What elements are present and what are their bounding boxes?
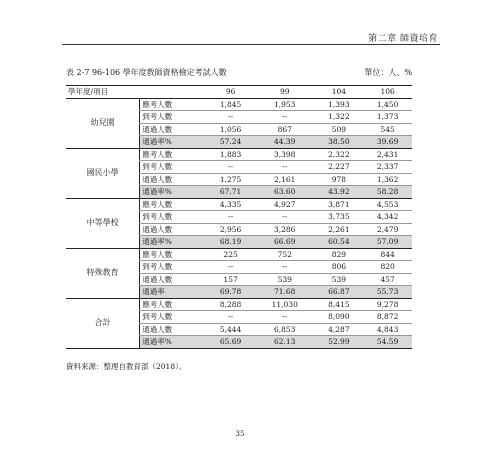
table-cell: 38.50 xyxy=(315,136,364,149)
table-cell: 2,322 xyxy=(315,148,364,161)
table-cell: 2,261 xyxy=(315,223,364,236)
table-cell: 8,288 xyxy=(206,298,255,311)
table-cell: -- xyxy=(255,311,315,324)
metric-label: 應考人數 xyxy=(140,98,207,111)
metric-label: 通過人數 xyxy=(140,323,207,336)
table-cell: 752 xyxy=(255,248,315,261)
metric-label: 通過率% xyxy=(140,236,207,249)
table-cell: 4,553 xyxy=(363,198,412,211)
table-cell: 2,337 xyxy=(363,161,412,174)
table-cell: 69.78 xyxy=(206,286,255,299)
table-cell: 545 xyxy=(363,123,412,136)
table-cell: 844 xyxy=(363,248,412,261)
table-cell: 39.69 xyxy=(363,136,412,149)
table-cell: 539 xyxy=(315,273,364,286)
table-cell: 4,843 xyxy=(363,323,412,336)
table-cell: 65.69 xyxy=(206,336,255,349)
group-label: 特殊教育 xyxy=(66,248,140,298)
metric-label: 通過人數 xyxy=(140,173,207,186)
table-cell: 4,287 xyxy=(315,323,364,336)
table-cell: 1,953 xyxy=(255,98,315,111)
table-cell: 1,373 xyxy=(363,111,412,124)
table-cell: -- xyxy=(255,111,315,124)
metric-label: 到考人數 xyxy=(140,311,207,324)
table-cell: 11,030 xyxy=(255,298,315,311)
table-cell: 4,927 xyxy=(255,198,315,211)
table-cell: 71.68 xyxy=(255,286,315,299)
table-cell: -- xyxy=(206,161,255,174)
table-cell: 44.39 xyxy=(255,136,315,149)
table-cell: 867 xyxy=(255,123,315,136)
table-cell: 2,161 xyxy=(255,173,315,186)
table-cell: 3,398 xyxy=(255,148,315,161)
table-cell: 2,431 xyxy=(363,148,412,161)
table-cell: 4,335 xyxy=(206,198,255,211)
table-cell: 157 xyxy=(206,273,255,286)
table-cell: 68.19 xyxy=(206,236,255,249)
column-header-year: 104 xyxy=(315,86,364,99)
table-cell: 62.13 xyxy=(255,336,315,349)
source-note: 資料來源：整理自教育部（2018）。 xyxy=(66,362,187,371)
table-cell: 978 xyxy=(315,173,364,186)
table-body xyxy=(66,98,412,348)
table-cell: 54.59 xyxy=(363,336,412,349)
table-cell: 539 xyxy=(255,273,315,286)
table-cell: 55.73 xyxy=(363,286,412,299)
header-rule xyxy=(62,44,440,45)
running-header: 第二章 師資培育 xyxy=(368,34,438,44)
table-cell: 4,342 xyxy=(363,211,412,224)
table-cell: 1,362 xyxy=(363,173,412,186)
table-cell: 8,415 xyxy=(315,298,364,311)
column-header-year: 96 xyxy=(206,86,255,99)
table-cell: 1,322 xyxy=(315,111,364,124)
table-cell: 2,956 xyxy=(206,223,255,236)
table-cell: 66.87 xyxy=(315,286,364,299)
table-cell: 225 xyxy=(206,248,255,261)
column-header-year: 99 xyxy=(255,86,315,99)
metric-label: 應考人數 xyxy=(140,248,207,261)
table-cell: 8,872 xyxy=(363,311,412,324)
table-cell: 5,444 xyxy=(206,323,255,336)
table-cell: 3,871 xyxy=(315,198,364,211)
table-cell: 57.09 xyxy=(363,236,412,249)
table-cell: -- xyxy=(206,311,255,324)
table-cell: 2,479 xyxy=(363,223,412,236)
group-label: 國民小學 xyxy=(66,148,140,198)
table-cell: -- xyxy=(206,111,255,124)
table-cell: 1,883 xyxy=(206,148,255,161)
table-row xyxy=(66,198,412,211)
table-header-row xyxy=(66,86,412,99)
table-cell: 57.24 xyxy=(206,136,255,149)
group-label: 中等學校 xyxy=(66,198,140,248)
table-cell: 58.28 xyxy=(363,186,412,199)
table-cell: 3,735 xyxy=(315,211,364,224)
table-cell: 52.99 xyxy=(315,336,364,349)
table-cell: 1,393 xyxy=(315,98,364,111)
metric-label: 到考人數 xyxy=(140,111,207,124)
table-cell: 457 xyxy=(363,273,412,286)
metric-label: 通過人數 xyxy=(140,123,207,136)
table-cell: 829 xyxy=(315,248,364,261)
table-caption: 表 2-7 96-106 學年度教師資格檢定考試人數 xyxy=(66,68,227,77)
table-cell: 43.92 xyxy=(315,186,364,199)
table-row xyxy=(66,298,412,311)
table-cell: 820 xyxy=(363,261,412,274)
metric-label: 通過人數 xyxy=(140,273,207,286)
metric-label: 通過人數 xyxy=(140,223,207,236)
table-cell: 2,227 xyxy=(315,161,364,174)
table-cell: 3,286 xyxy=(255,223,315,236)
metric-label: 應考人數 xyxy=(140,298,207,311)
table-row xyxy=(66,248,412,261)
table-cell: 60.54 xyxy=(315,236,364,249)
metric-label: 到考人數 xyxy=(140,211,207,224)
metric-label: 通過率 xyxy=(140,286,207,299)
table-row xyxy=(66,148,412,161)
metric-label: 到考人數 xyxy=(140,161,207,174)
metric-label: 應考人數 xyxy=(140,198,207,211)
group-label: 幼兒園 xyxy=(66,98,140,148)
metric-label: 到考人數 xyxy=(140,261,207,274)
table-unit: 單位：人、% xyxy=(364,68,412,77)
table-cell: 9,278 xyxy=(363,298,412,311)
metric-label: 應考人數 xyxy=(140,148,207,161)
page-number: 35 xyxy=(235,430,245,438)
table-cell: 67.71 xyxy=(206,186,255,199)
table-cell: 1,056 xyxy=(206,123,255,136)
table-cell: 8,090 xyxy=(315,311,364,324)
metric-label: 通過率% xyxy=(140,136,207,149)
table-cell: 6,853 xyxy=(255,323,315,336)
table-row xyxy=(66,98,412,111)
table-cell: 1,450 xyxy=(363,98,412,111)
group-label: 合計 xyxy=(66,298,140,348)
exam-statistics-table xyxy=(66,85,412,349)
table-cell: -- xyxy=(255,161,315,174)
table-cell: 66.69 xyxy=(255,236,315,249)
table-cell: 806 xyxy=(315,261,364,274)
column-header-item: 學年度/項目 xyxy=(66,86,206,99)
table-cell: 63.60 xyxy=(255,186,315,199)
metric-label: 通過率% xyxy=(140,336,207,349)
table-caption-row xyxy=(66,67,412,78)
column-header-year: 106 xyxy=(363,86,412,99)
table-cell: 1,845 xyxy=(206,98,255,111)
table-cell: -- xyxy=(206,261,255,274)
table-cell: -- xyxy=(255,261,315,274)
table-cell: -- xyxy=(255,211,315,224)
table-cell: 1,275 xyxy=(206,173,255,186)
table-cell: 509 xyxy=(315,123,364,136)
table-cell: -- xyxy=(206,211,255,224)
metric-label: 通過率% xyxy=(140,186,207,199)
